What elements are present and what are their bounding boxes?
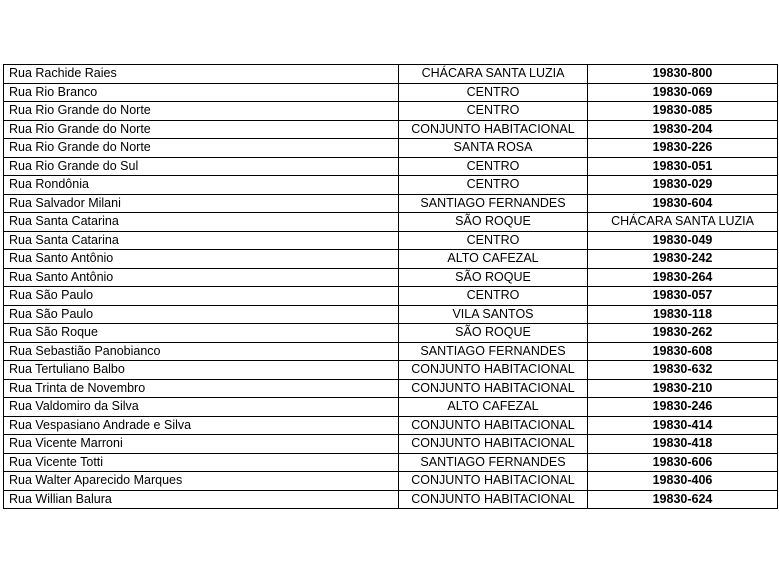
street-name-cell: Rua Rio Grande do Sul [4, 157, 399, 176]
cep-cell: 19830-057 [588, 287, 778, 306]
street-name-cell: Rua Valdomiro da Silva [4, 398, 399, 417]
cep-cell: 19830-418 [588, 435, 778, 454]
district-cell: ALTO CAFEZAL [399, 250, 588, 269]
street-name-cell: Rua Tertuliano Balbo [4, 361, 399, 380]
street-name-cell: Rua Walter Aparecido Marques [4, 472, 399, 491]
district-cell: CONJUNTO HABITACIONAL [399, 435, 588, 454]
district-cell: CENTRO [399, 231, 588, 250]
cep-cell: 19830-069 [588, 83, 778, 102]
street-name-cell: Rua Rio Grande do Norte [4, 139, 399, 158]
street-name-cell: Rua Trinta de Novembro [4, 379, 399, 398]
street-name-cell: Rua Salvador Milani [4, 194, 399, 213]
table-row [4, 120, 778, 139]
table-row [4, 176, 778, 195]
district-cell: SANTIAGO FERNANDES [399, 342, 588, 361]
street-name-cell: Rua São Roque [4, 324, 399, 343]
cep-cell: 19830-414 [588, 416, 778, 435]
street-name-cell: Rua Rondônia [4, 176, 399, 195]
street-name-cell: Rua Santa Catarina [4, 231, 399, 250]
district-cell: SÃO ROQUE [399, 324, 588, 343]
cep-cell: 19830-632 [588, 361, 778, 380]
district-cell: CONJUNTO HABITACIONAL [399, 472, 588, 491]
table-row [4, 65, 778, 84]
table-row [4, 250, 778, 269]
cep-cell: 19830-029 [588, 176, 778, 195]
table-row [4, 361, 778, 380]
cep-cell: 19830-608 [588, 342, 778, 361]
table-row [4, 379, 778, 398]
district-cell: SANTIAGO FERNANDES [399, 194, 588, 213]
cep-cell: 19830-406 [588, 472, 778, 491]
table-row [4, 453, 778, 472]
table-row [4, 435, 778, 454]
street-name-cell: Rua Santo Antônio [4, 268, 399, 287]
cep-cell: 19830-118 [588, 305, 778, 324]
table-row [4, 490, 778, 509]
district-cell: SÃO ROQUE [399, 213, 588, 232]
district-cell: CENTRO [399, 176, 588, 195]
street-address-table [3, 64, 778, 509]
cep-cell: 19830-085 [588, 102, 778, 121]
cep-cell: 19830-204 [588, 120, 778, 139]
district-cell: SANTA ROSA [399, 139, 588, 158]
district-cell: CHÁCARA SANTA LUZIA [399, 65, 588, 84]
table-body [4, 65, 778, 509]
table-row [4, 102, 778, 121]
district-cell: CENTRO [399, 83, 588, 102]
district-cell: SANTIAGO FERNANDES [399, 453, 588, 472]
street-name-cell: Rua Rachide Raies [4, 65, 399, 84]
cep-cell: CHÁCARA SANTA LUZIA [588, 213, 778, 232]
street-name-cell: Rua Vicente Totti [4, 453, 399, 472]
table-row [4, 194, 778, 213]
district-cell: VILA SANTOS [399, 305, 588, 324]
street-name-cell: Rua Santo Antônio [4, 250, 399, 269]
table-row [4, 83, 778, 102]
table-row [4, 305, 778, 324]
cep-cell: 19830-800 [588, 65, 778, 84]
street-name-cell: Rua São Paulo [4, 305, 399, 324]
district-cell: CONJUNTO HABITACIONAL [399, 490, 588, 509]
district-cell: CONJUNTO HABITACIONAL [399, 361, 588, 380]
table-row [4, 139, 778, 158]
table-row [4, 157, 778, 176]
cep-cell: 19830-246 [588, 398, 778, 417]
street-name-cell: Rua Vicente Marroni [4, 435, 399, 454]
table-row [4, 213, 778, 232]
street-name-cell: Rua Santa Catarina [4, 213, 399, 232]
street-name-cell: Rua São Paulo [4, 287, 399, 306]
street-name-cell: Rua Vespasiano Andrade e Silva [4, 416, 399, 435]
cep-cell: 19830-242 [588, 250, 778, 269]
district-cell: CONJUNTO HABITACIONAL [399, 416, 588, 435]
table-row [4, 231, 778, 250]
street-name-cell: Rua Rio Branco [4, 83, 399, 102]
cep-cell: 19830-262 [588, 324, 778, 343]
table-row [4, 398, 778, 417]
district-cell: CENTRO [399, 287, 588, 306]
district-cell: CONJUNTO HABITACIONAL [399, 120, 588, 139]
street-name-cell: Rua Willian Balura [4, 490, 399, 509]
cep-cell: 19830-606 [588, 453, 778, 472]
cep-cell: 19830-264 [588, 268, 778, 287]
district-cell: SÃO ROQUE [399, 268, 588, 287]
cep-cell: 19830-049 [588, 231, 778, 250]
cep-cell: 19830-051 [588, 157, 778, 176]
table-row [4, 324, 778, 343]
table-row [4, 416, 778, 435]
table-row [4, 268, 778, 287]
cep-cell: 19830-624 [588, 490, 778, 509]
cep-cell: 19830-210 [588, 379, 778, 398]
table-row [4, 472, 778, 491]
table-row [4, 342, 778, 361]
street-name-cell: Rua Rio Grande do Norte [4, 102, 399, 121]
district-cell: ALTO CAFEZAL [399, 398, 588, 417]
table-row [4, 287, 778, 306]
cep-cell: 19830-226 [588, 139, 778, 158]
cep-cell: 19830-604 [588, 194, 778, 213]
district-cell: CENTRO [399, 102, 588, 121]
street-name-cell: Rua Sebastião Panobianco [4, 342, 399, 361]
street-name-cell: Rua Rio Grande do Norte [4, 120, 399, 139]
district-cell: CENTRO [399, 157, 588, 176]
district-cell: CONJUNTO HABITACIONAL [399, 379, 588, 398]
